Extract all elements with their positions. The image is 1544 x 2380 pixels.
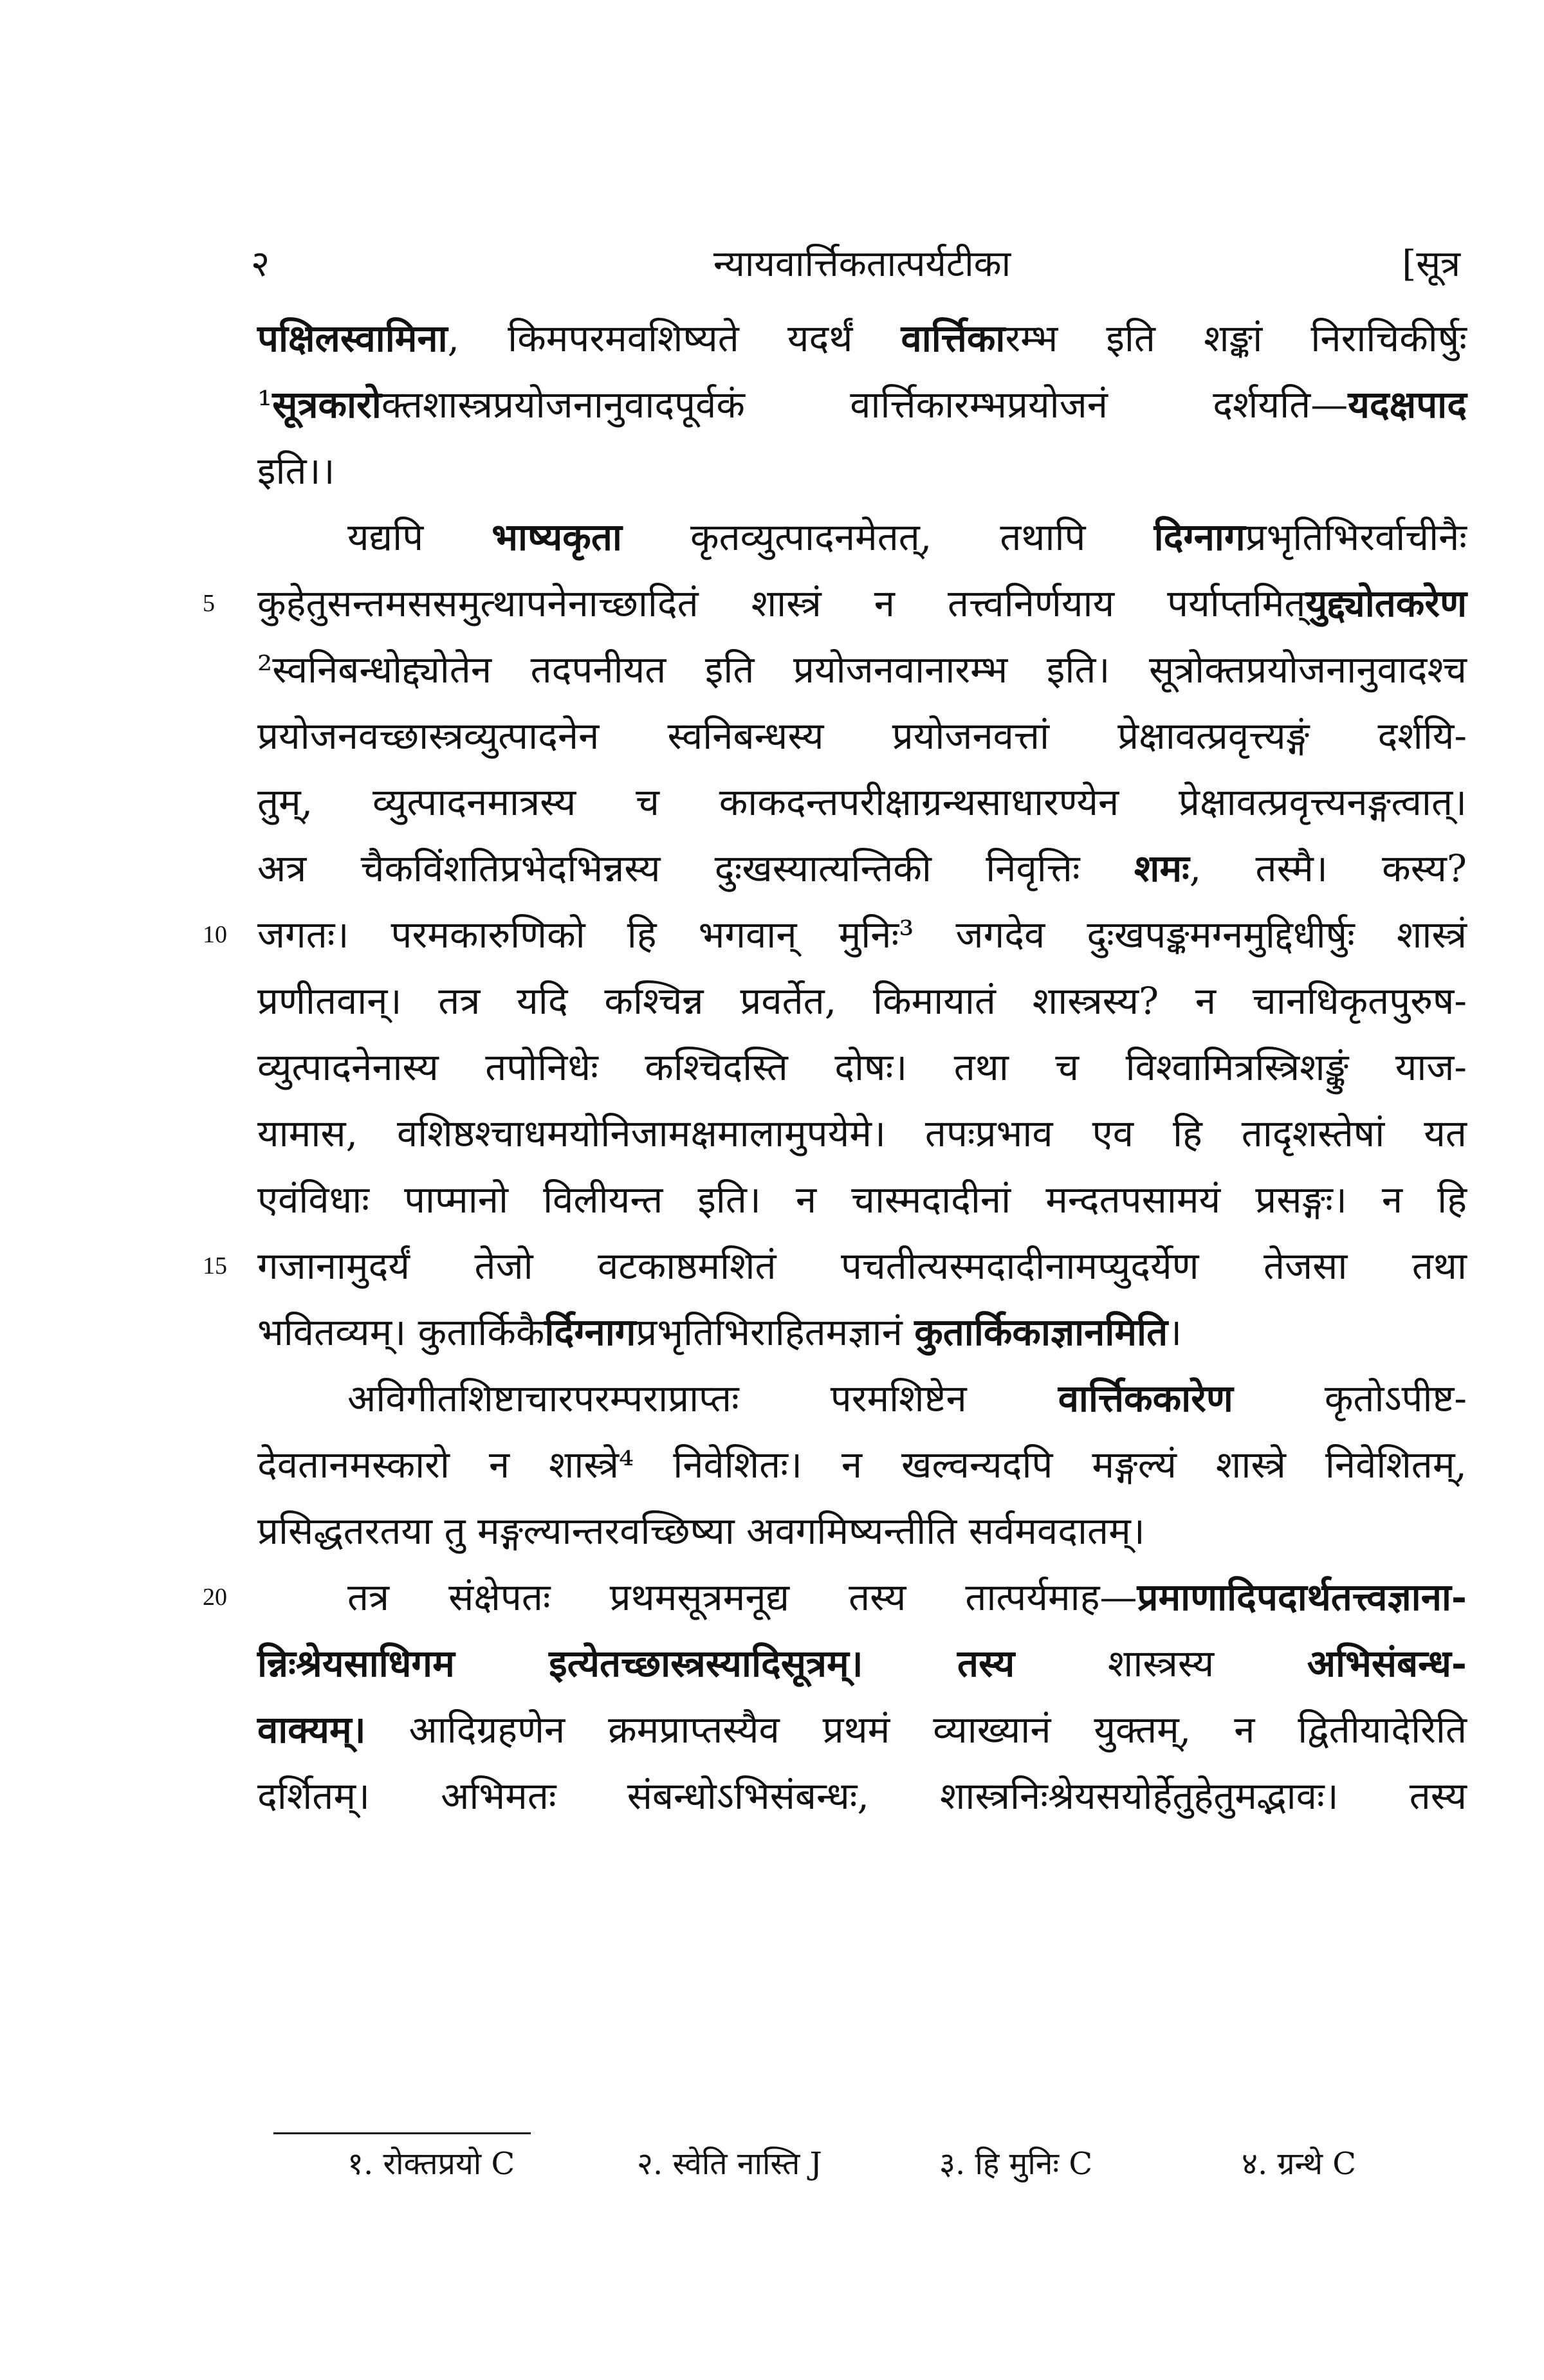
text-run: तुम्, व्युत्पादनमात्रस्य च काकदन्तपरीक्षाग्रन्थसाधारण्येन प्रेक्षावत्प्रवृत्त्यनङ्गत्वात्। bbox=[257, 780, 1467, 824]
text-line bbox=[257, 769, 1467, 836]
text-line bbox=[257, 1432, 1467, 1498]
text-run: । bbox=[1168, 1310, 1182, 1354]
text-run: व्युत्पादनेनास्य तपोनिधेः कश्चिदस्ति दोषः। तथा च विश्वामित्रस्त्रिशङ्कुं याज- bbox=[257, 1045, 1467, 1089]
text-run: , किमपरमवशिष्यते यदर्थं bbox=[447, 316, 901, 360]
text-run: गजानामुदर्यं तेजो वटकाष्ठमशितं पचतीत्यस्मदादीनामप्युदर्येण तेजसा तथा bbox=[257, 1244, 1467, 1288]
text-run: देवतानमस्कारो न शास्त्रे⁴ निवेशितः। न खल्वन्यदपि मङ्गल्यं शास्त्रे निवेशितम्, bbox=[257, 1443, 1467, 1487]
text-line bbox=[257, 306, 1467, 372]
text-run: यामास, वशिष्ठश्चाधमयोनिजामक्षमालामुपयेमे। तपःप्रभाव एव हि तादृशस्तेषां यत bbox=[257, 1112, 1467, 1155]
text-line bbox=[203, 902, 1467, 968]
text-line bbox=[257, 968, 1467, 1034]
text-run: अत्र चैकविंशतिप्रभेदभिन्नस्य दुःखस्यात्यन्तिकी निवृत्तिः bbox=[257, 847, 1134, 890]
page-number: २ bbox=[251, 243, 270, 285]
text-run: आदिग्रहणेन क्रमप्राप्तस्यैव प्रथमं व्याख्यानं युक्तम्, न द्वितीयादेरिति bbox=[365, 1708, 1467, 1752]
text-line bbox=[257, 1366, 1467, 1432]
text-run: ²स्वनिबन्धोद्द्योतेन तदपनीयत इति प्रयोजनवानारम्भ इति। सूत्रोक्तप्रयोजनानुवादश्च bbox=[257, 648, 1467, 691]
bold-term: शमः bbox=[1134, 847, 1190, 890]
text-line bbox=[257, 1101, 1467, 1167]
footnote-2: २. स्वेति नास्ति J bbox=[637, 2146, 822, 2182]
running-title: न्यायवार्त्तिकतात्पर्यटीका bbox=[713, 243, 1011, 285]
text-run: प्रसिद्धतरतया तु मङ्गल्यान्तरवच्छिष्या अवगमिष्यन्तीति सर्वमवदातम्। bbox=[257, 1509, 1145, 1553]
text-run: ¹ bbox=[257, 383, 273, 426]
footnote-4: ४. ग्रन्थे C bbox=[1242, 2146, 1357, 2182]
text-run: कुहेतुसन्तमससमुत्थापनेनाच्छादितं शास्त्रं न तत्त्वनिर्णयाय पर्याप्तमित् bbox=[257, 581, 1306, 625]
text-run: तत्र संक्षेपतः प्रथमसूत्रमनूद्य तस्य तात्पर्यमाह— bbox=[347, 1575, 1137, 1619]
text-run: प्रभृतिभिराहितमज्ञानं bbox=[636, 1310, 915, 1354]
bold-term: युद्द्योतकरेण bbox=[1305, 581, 1467, 625]
line-number: 15 bbox=[203, 1252, 227, 1279]
footnotes bbox=[302, 2142, 1409, 2193]
running-header bbox=[251, 238, 1460, 296]
text-line bbox=[257, 1034, 1467, 1101]
text-run: दर्शितम्। अभिमतः संबन्धोऽभिसंबन्धः, शास्त्रनिःश्रेयसयोर्हेतुहेतुमद्भावः। तस्य bbox=[257, 1774, 1467, 1818]
text-line bbox=[257, 1299, 1467, 1366]
footnote-3: ३. हि मुनिः C bbox=[939, 2146, 1093, 2182]
bold-term: कुतार्किकाज्ञानमिति bbox=[914, 1310, 1168, 1354]
footnote-1: १. रोक्तप्रयो C bbox=[347, 2146, 515, 2182]
bold-term: पक्षिलस्वामिना bbox=[257, 316, 448, 360]
bold-term: अभिसंबन्ध- bbox=[1307, 1642, 1467, 1685]
text-run: कृतव्युत्पादनमेतत्, तथापि bbox=[621, 515, 1154, 559]
text-run: शास्त्रस्य bbox=[1015, 1642, 1307, 1685]
text-run: प्रयोजनवच्छास्त्रव्युत्पादनेन स्वनिबन्धस्य प्रयोजनवत्तां प्रेक्षावत्प्रवृत्त्यङ्गं दर्शयि- bbox=[257, 714, 1467, 758]
text-run: भवितव्यम्। कुतार्किकै bbox=[257, 1310, 545, 1354]
line-number: 10 bbox=[203, 921, 227, 948]
text-line bbox=[203, 1233, 1467, 1299]
text-run: , तस्मै। कस्य? bbox=[1189, 847, 1467, 890]
text-line bbox=[257, 637, 1467, 703]
text-line bbox=[257, 504, 1467, 571]
text-run: प्रणीतवान्। तत्र यदि कश्चिन्न प्रवर्तेत, किमायातं शास्त्रस्य? न चानधिकृतपुरुष- bbox=[257, 979, 1467, 1023]
text-run: क्तशास्त्रप्रयोजनानुवादपूर्वकं वार्त्तिकारम्भप्रयोजनं दर्शयति— bbox=[381, 383, 1348, 426]
bold-term: यदक्षपाद bbox=[1348, 383, 1467, 426]
text-line bbox=[257, 1167, 1467, 1233]
text-run: इति।। bbox=[257, 449, 335, 493]
bold-term: वार्त्तिका bbox=[901, 316, 1006, 360]
bold-term: सूत्रकारो bbox=[272, 383, 381, 426]
bold-term: भाष्यकृता bbox=[492, 515, 622, 559]
bold-term: प्रमाणादिपदार्थतत्त्वज्ञाना- bbox=[1137, 1575, 1467, 1619]
footnote-rule bbox=[273, 2132, 531, 2134]
bold-term: वार्त्तिककारेण bbox=[1058, 1377, 1233, 1420]
text-line bbox=[203, 1564, 1467, 1631]
bold-term: दिग्नाग bbox=[1153, 515, 1245, 559]
main-text bbox=[203, 306, 1467, 1829]
line-number: 20 bbox=[203, 1584, 227, 1611]
text-line bbox=[257, 703, 1467, 769]
text-line bbox=[257, 438, 1467, 504]
text-run: जगतः। परमकारुणिको हि भगवान् मुनिः³ जगदेव दुःखपङ्कमग्नमुद्दिधीर्षुः शास्त्रं bbox=[257, 913, 1467, 957]
text-line bbox=[257, 1763, 1467, 1829]
text-run: प्रभृतिभिरर्वाचीनैः bbox=[1245, 515, 1467, 559]
text-line bbox=[257, 1697, 1467, 1763]
text-run: कृतोऽपीष्ट- bbox=[1233, 1377, 1467, 1420]
bold-term: र्दिग्नाग bbox=[544, 1310, 636, 1354]
text-line bbox=[203, 571, 1467, 637]
text-run: एवंविधाः पाप्मानो विलीयन्त इति। न चास्मदादीनां मन्दतपसामयं प्रसङ्गः। न हि bbox=[257, 1178, 1467, 1222]
text-line bbox=[257, 836, 1467, 902]
text-line bbox=[257, 1498, 1467, 1564]
line-number: 5 bbox=[203, 590, 215, 617]
text-run: यद्यपि bbox=[347, 515, 492, 559]
text-run: अविगीतशिष्टाचारपरम्पराप्राप्तः परमशिष्टेन bbox=[347, 1377, 1058, 1420]
text-line bbox=[257, 1631, 1467, 1697]
text-line bbox=[257, 372, 1467, 438]
bold-term: वाक्यम्। bbox=[257, 1708, 366, 1752]
bold-term: न्निःश्रेयसाधिगम इत्येतच्छास्त्रस्यादिसूत्रम्। तस्य bbox=[257, 1642, 1015, 1685]
section-marker: [सूत्र bbox=[1402, 243, 1460, 285]
text-run: रम्भ इति शङ्कां निराचिकीर्षुः bbox=[1005, 316, 1467, 360]
